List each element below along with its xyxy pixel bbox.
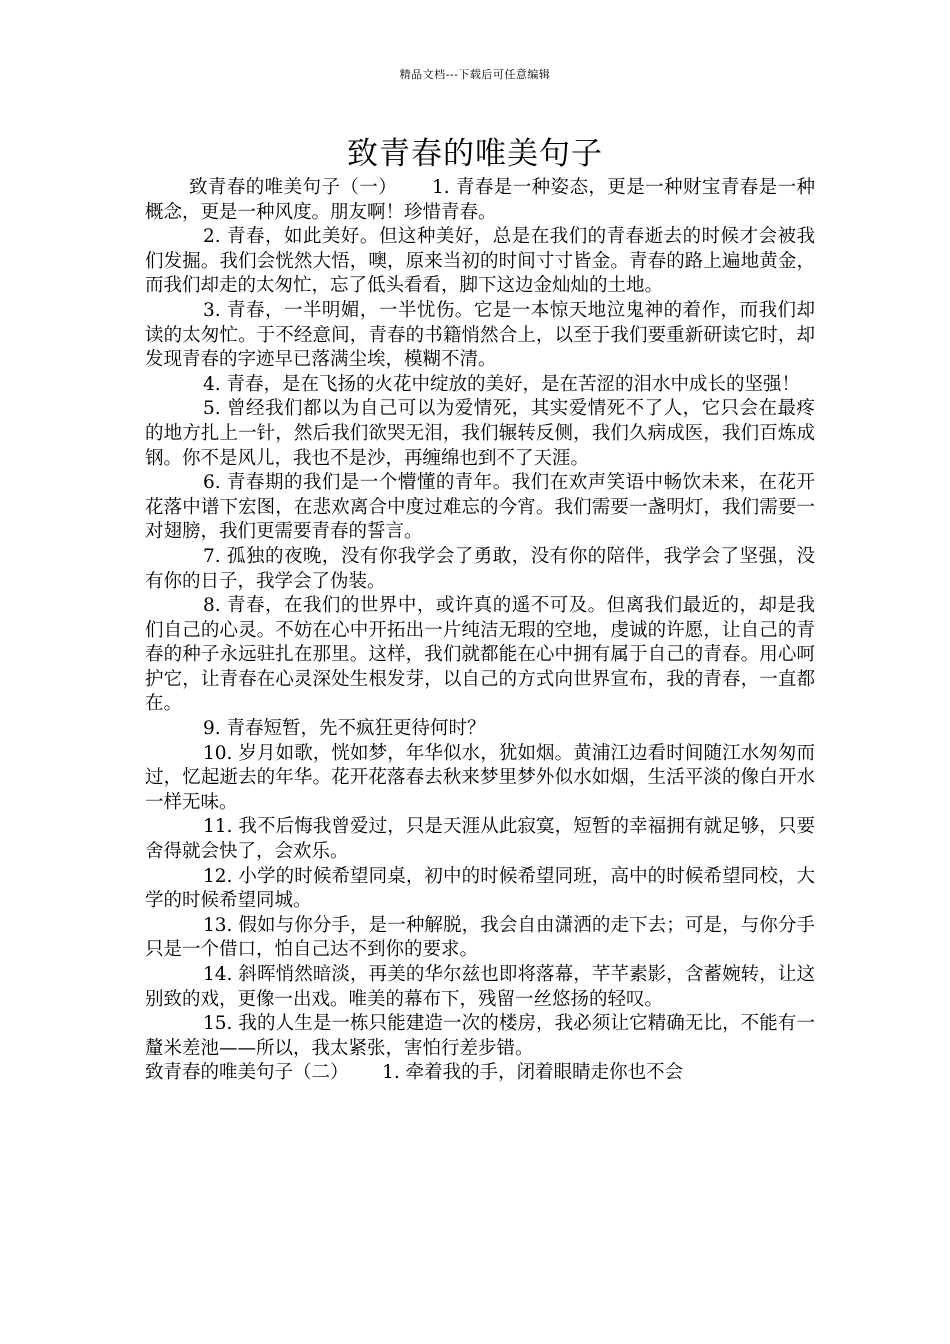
paragraph: 15. 我的人生是一栋只能建造一次的楼房，我必须让它精确无比，不能有一釐米差池——所以，我太紧张，害怕行差步错。 (145, 1013, 815, 1059)
document-title: 致青春的唯美句子 (347, 136, 603, 172)
paragraph: 13. 假如与你分手，是一种解脱，我会自由潇洒的走下去；可是，与你分手只是一个借口，怕自己达不到你的要求。 (145, 914, 815, 961)
paragraph: 2. 青春，如此美好。但这种美好，总是在我们的青春逝去的时候才会被我们发掘。我们会恍然大悟，噢，原来当初的时间寸寸皆金。青春的路上遍地黄金，而我们却走的太匆忙，忘了低头看看，脚下这边金灿灿的土地。 (145, 226, 815, 297)
paragraph: 9. 青春短暂，先不疯狂更待何时？ (203, 718, 486, 740)
paragraph: 11. 我不后悔我曾爱过，只是天涯从此寂寞，短暂的幸福拥有就足够，只要舍得就会快了，会欢乐。 (145, 816, 815, 863)
document-body (145, 176, 815, 1086)
paragraph: 7. 孤独的夜晚，没有你我学会了勇敢，没有你的陪伴，我学会了坚强，没有你的日子，我学会了伪装。 (145, 545, 815, 592)
paragraph: 4. 青春，是在飞扬的火花中绽放的美好，是在苦涩的泪水中成长的坚强！ (203, 373, 801, 395)
paragraph: 6. 青春期的我们是一个懵懂的青年。我们在欢声笑语中畅饮未来，在花开花落中谱下宏图，在悲欢离合中度过难忘的今宵。我们需要一盏明灯，我们需要一对翅膀，我们更需要青春的誓言。 (145, 472, 815, 543)
page-header: 精品文档---下载后可任意编辑 (399, 68, 551, 81)
paragraph: 10. 岁月如歌，恍如梦，年华似水，犹如烟。黄浦江边看时间随江水匆匆而过，忆起逝去的年华。花开花落春去秋来梦里梦外似水如烟，生活平淡的像白开水一样无味。 (145, 742, 815, 813)
paragraph: 8. 青春，在我们的世界中，或许真的遥不可及。但离我们最近的，却是我们自己的心灵。不妨在心中开拓出一片纯洁无瑕的空地，虔诚的许愿，让自己的青春的种子永远驻扎在那里。这样，我们就都能在心中拥有属于自己的青春。用心呵护它，让青春在心灵深处生根发芽，以自己的方式向世界宣布，我的青春，一直都在。 (145, 595, 815, 715)
paragraph: 致青春的唯美句子（二） 1. 牵着我的手，闭着眼睛走你也不会 (145, 1062, 684, 1084)
paragraph: 致青春的唯美句子（一） 1. 青春是一种姿态，更是一种财宝青春是一种概念，更是一种风度。朋友啊！珍惜青春。 (145, 177, 815, 223)
paragraph: 14. 斜晖悄然暗淡，再美的华尔兹也即将落幕，芊芊素影，含蓄婉转，让这别致的戏，更像一出戏。唯美的幕布下，残留一丝悠扬的轻叹。 (145, 964, 815, 1010)
paragraph: 5. 曾经我们都以为自己可以为爱情死，其实爱情死不了人，它只会在最疼的地方扎上一针，然后我们欲哭无泪，我们辗转反侧，我们久病成医，我们百炼成钢。你不是风儿，我也不是沙，再缠绵也到不了天涯。 (145, 398, 815, 469)
paragraph: 12. 小学的时候希望同桌，初中的时候希望同班，高中的时候希望同校，大学的时候希望同城。 (145, 865, 815, 912)
paragraph: 3. 青春，一半明媚，一半忧伤。它是一本惊天地泣鬼神的着作，而我们却读的太匆忙。于不经意间，青春的书籍悄然合上，以至于我们要重新研读它时，却发现青春的字迹早已落满尘埃，模糊不清。 (145, 299, 815, 371)
